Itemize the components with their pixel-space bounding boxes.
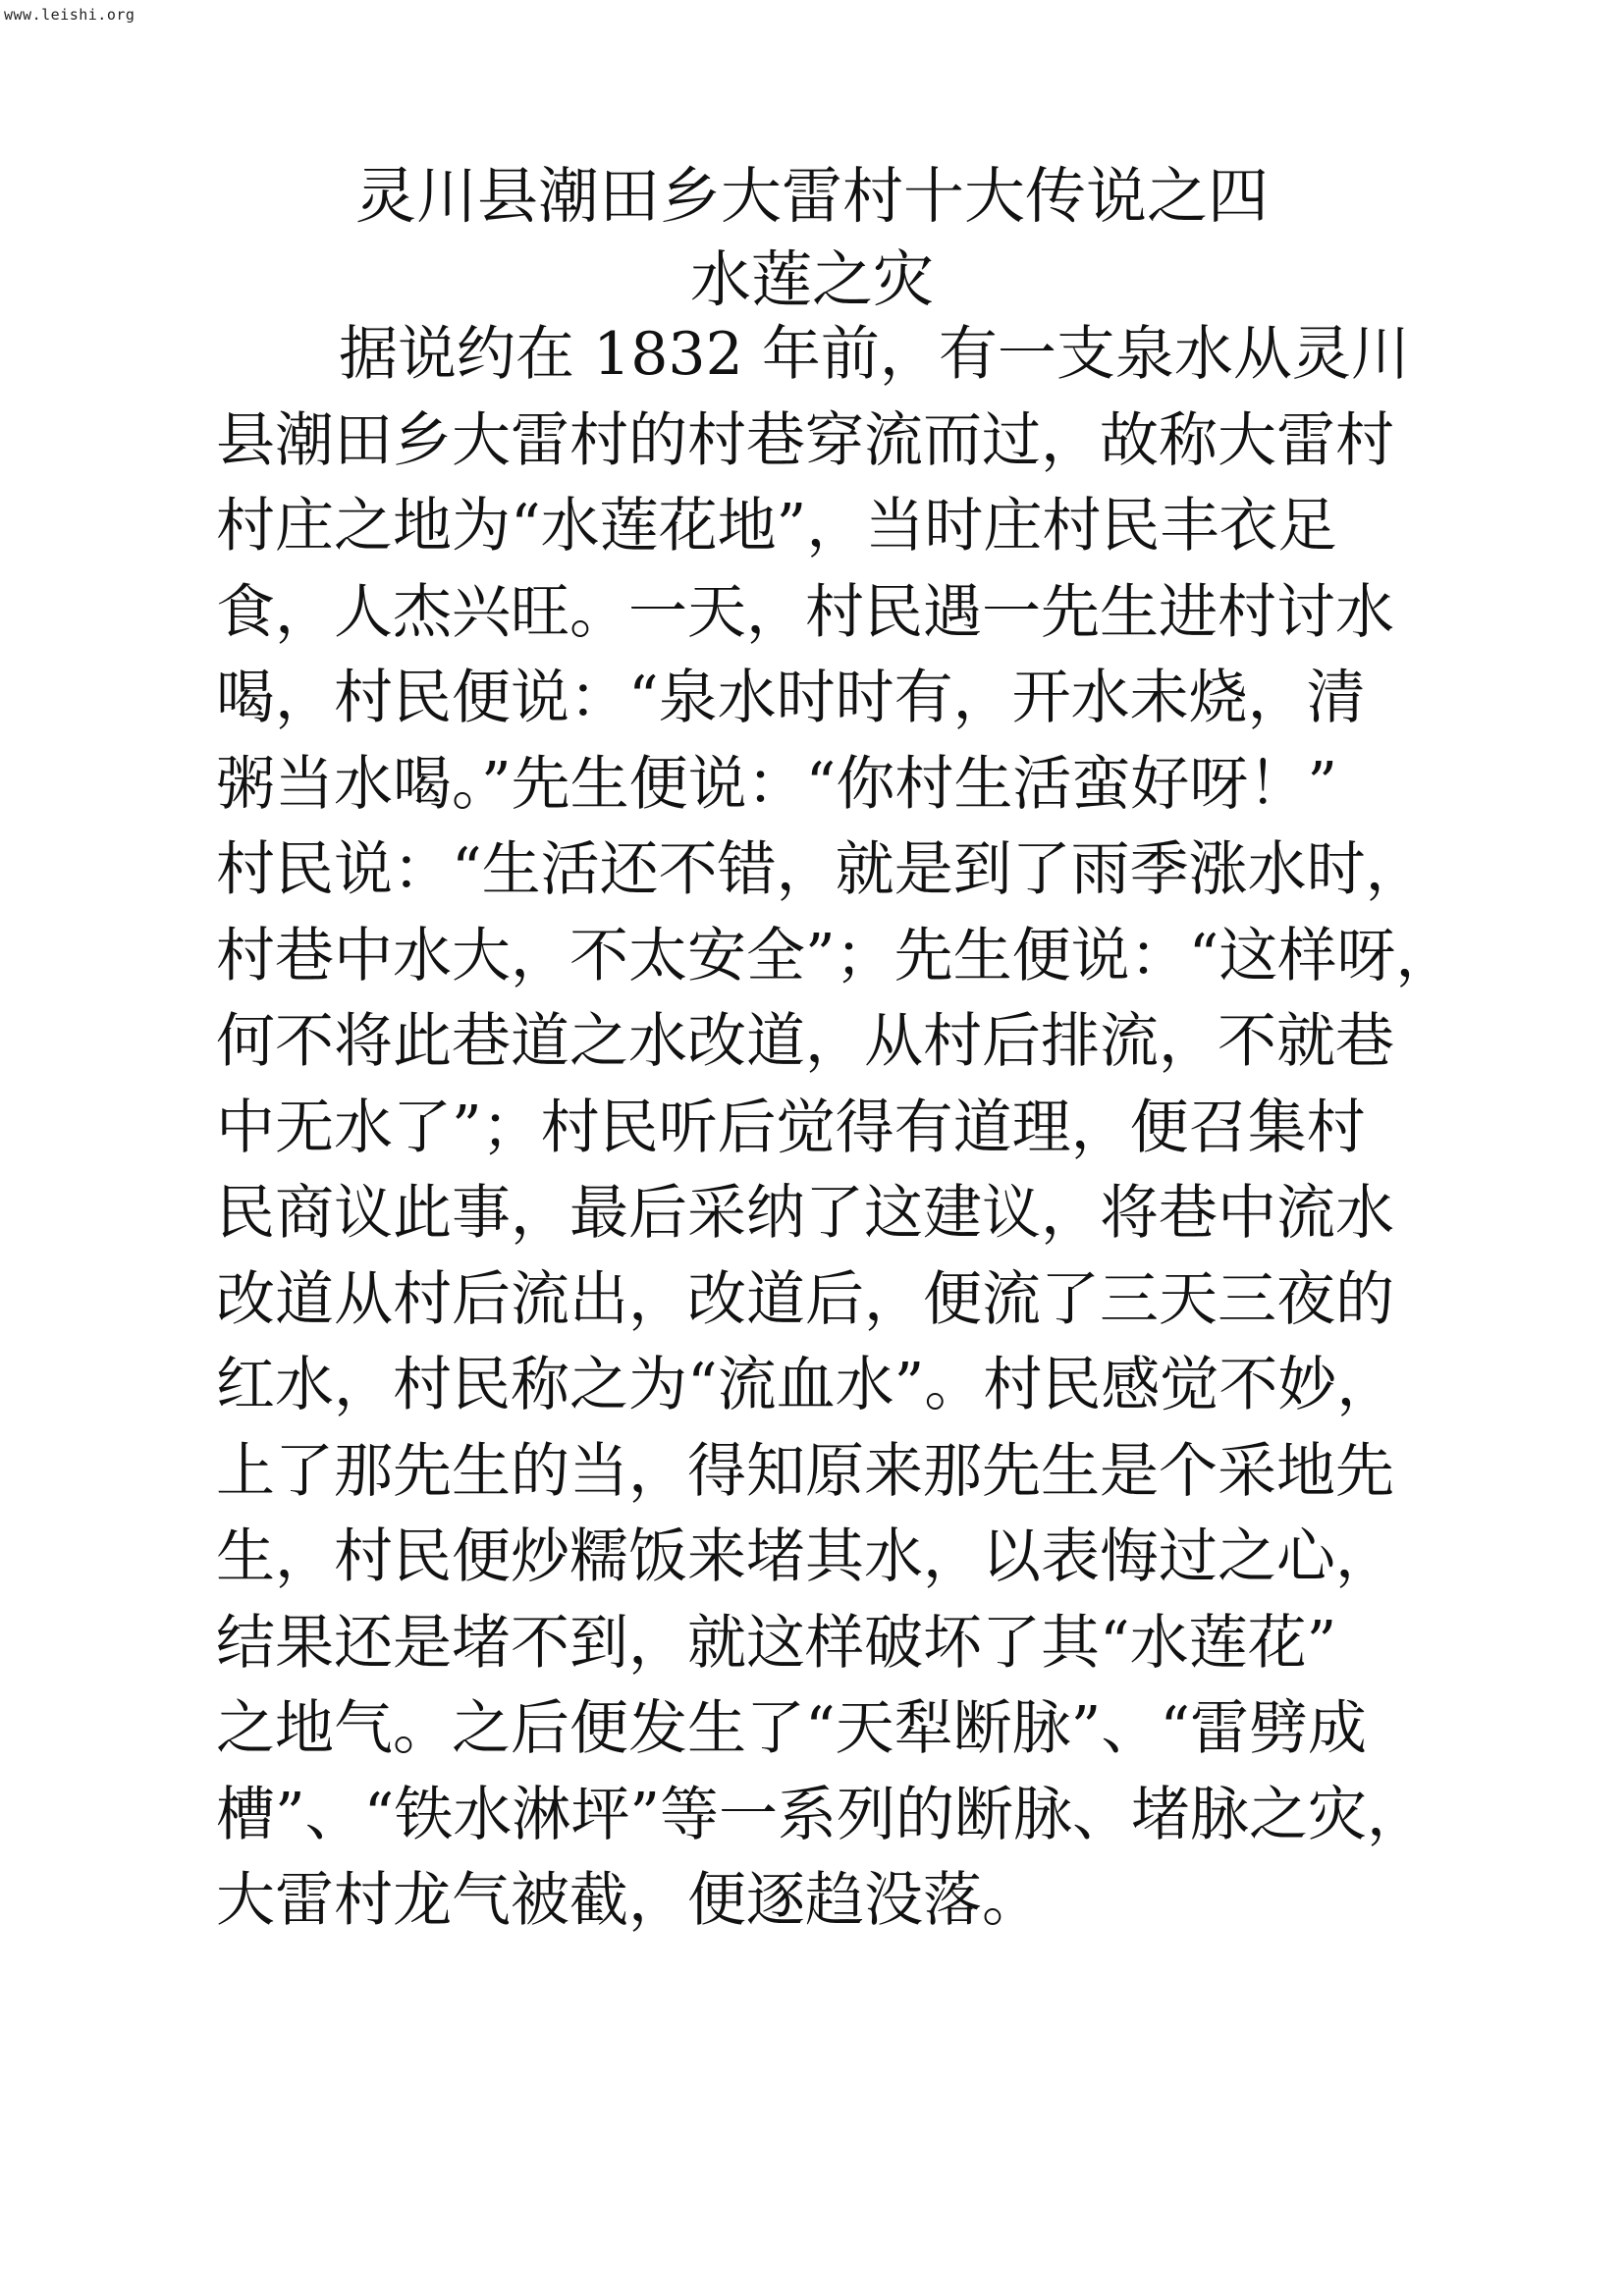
body-line: 上了那先生的当，得知原来那先生是个采地先 bbox=[216, 1436, 1394, 1506]
body-line: 何不将此巷道之水改道，从村后排流，不就巷 bbox=[216, 1007, 1394, 1076]
body-line: 喝，村民便说：“泉水时时有，开水未烧，清 bbox=[216, 664, 1366, 732]
body-line: 生，村民便炒糯饭来堵其水，以表悔过之心， bbox=[216, 1522, 1394, 1591]
body-line: 村民说：“生活还不错，就是到了雨季涨水时， bbox=[216, 835, 1425, 904]
body-line: 民商议此事，最后采纳了这建议，将巷中流水 bbox=[216, 1179, 1394, 1248]
body-line: 之地气。之后便发生了“天犁断脉”、“雷劈成 bbox=[216, 1694, 1368, 1763]
body-line: 村巷中水大，不太安全”；先生便说：“这样呀， bbox=[216, 921, 1455, 990]
body-line: 粥当水喝。”先生便说：“你村生活蛮好呀！” bbox=[216, 749, 1338, 819]
body-line: 大雷村龙气被截，便逐趋没落。 bbox=[216, 1866, 1041, 1935]
body-line: 县潮田乡大雷村的村巷穿流而过，故称大雷村 bbox=[216, 405, 1394, 475]
body-line: 中无水了”；村民听后觉得有道理，便召集村 bbox=[216, 1093, 1366, 1162]
watermark-text: www.leishi.org bbox=[4, 6, 135, 24]
story-body bbox=[216, 312, 1455, 1945]
body-line: 红水，村民称之为“流血水”。村民感觉不妙， bbox=[216, 1351, 1396, 1419]
page-subtitle: 水莲之灾 bbox=[689, 243, 934, 315]
page-title: 灵川县潮田乡大雷村十大传说之四 bbox=[354, 160, 1269, 232]
body-line: 食，人杰兴旺。一天，村民遇一先生进村讨水 bbox=[216, 577, 1394, 647]
body-line: 改道从村后流出，改道后，便流了三天三夜的 bbox=[216, 1264, 1394, 1334]
body-line: 村庄之地为“水莲花地”，当时庄村民丰衣足 bbox=[216, 492, 1337, 561]
body-line: 结果还是堵不到，就这样破坏了其“水莲花” bbox=[216, 1608, 1337, 1678]
body-line: 据说约在 1832 年前，有一支泉水从灵川 bbox=[339, 320, 1410, 389]
body-line: 槽”、“铁水淋坪”等一系列的断脉、堵脉之灾， bbox=[216, 1780, 1427, 1849]
